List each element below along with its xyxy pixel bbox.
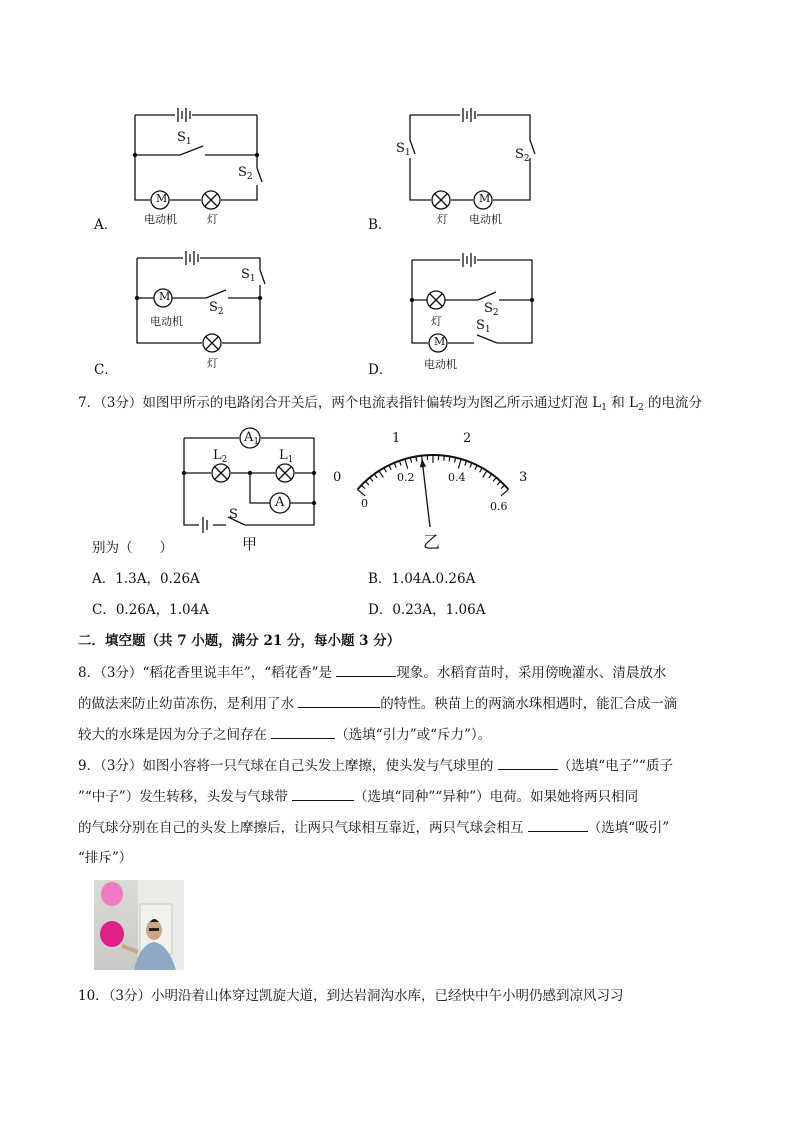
question-9-line-2: ”“中子”）发生转移，头发与气球带 （选填“同种”“异种”）电荷。如果她将两只相同 — [78, 786, 638, 807]
dial-outer-tick-3: 3 — [519, 470, 528, 485]
motor-label: 电动机 — [150, 315, 183, 328]
motor-symbol: M — [159, 290, 171, 303]
motor-symbol: M — [434, 335, 446, 348]
lamp-l2-label: $L_2$ — [213, 448, 228, 465]
answer-blank[interactable] — [498, 755, 558, 770]
dial-inner-tick-3: 0.6 — [490, 500, 508, 513]
switch-s2-label: $S_2$ — [238, 165, 253, 182]
switch-s-label: S — [229, 507, 238, 522]
lamp-label: 灯 — [207, 213, 218, 226]
dial-tick — [497, 481, 500, 485]
dial-tick — [394, 463, 396, 468]
dial-tick — [501, 485, 505, 488]
dial-outer-tick-0: 0 — [333, 470, 342, 485]
switch-s1-label: $S_1$ — [177, 130, 192, 147]
motor-label: 电动机 — [469, 213, 502, 226]
dial-arc — [358, 455, 509, 489]
dial-tick — [489, 474, 492, 478]
answer-blank[interactable] — [336, 662, 396, 677]
question-9-line-4: “排斥”） — [78, 850, 133, 866]
switch-s2-label: $S_2$ — [209, 300, 224, 317]
section-title: 二．填空题（共 7 小题，满分 21 分，每小题 3 分） — [78, 633, 401, 649]
dial-tick — [384, 468, 386, 472]
ammeter-a1-symbol: $A_1$ — [244, 430, 260, 447]
question-7-option-a[interactable]: A．1.3A，0.26A — [92, 571, 200, 587]
switch-s2-label: $S_2$ — [484, 301, 499, 318]
dial-inner-tick-0: 0 — [361, 497, 368, 510]
dial-tick — [483, 471, 487, 478]
option-label: A． — [94, 217, 118, 233]
dial-inner-tick-2: 0.4 — [448, 471, 466, 484]
question-9-line-1: 9．（3分）如图小容将一只气球在自己头发上摩擦，使头发与气球里的 （选填“电子”“质子 — [78, 755, 673, 776]
dial-tick — [449, 456, 450, 461]
dial-tick — [374, 474, 377, 478]
dial-tick — [365, 481, 368, 485]
figure-jia-caption: 甲 — [242, 535, 258, 553]
dial-outer-tick-1: 1 — [392, 431, 401, 446]
lamp-label: 灯 — [431, 315, 442, 328]
option-label: C． — [94, 362, 118, 378]
answer-blank[interactable] — [528, 817, 588, 832]
lamp-label: 灯 — [207, 357, 218, 370]
answer-blank[interactable] — [271, 724, 335, 739]
answer-blank[interactable] — [292, 786, 354, 801]
dial-tick — [416, 456, 417, 461]
dial-tick — [405, 459, 408, 469]
dial-tick — [422, 456, 423, 461]
motor-label: 电动机 — [424, 358, 457, 371]
question-10-line-1: 10．（3分）小明沿着山体穿过凯旋大道，到达岩洞沟水库，已经快中午小明仍感到凉风习习 — [78, 988, 624, 1004]
switch-s2-label: $S_2$ — [515, 147, 530, 164]
dial-tick — [493, 478, 496, 482]
dial-needle — [422, 459, 430, 527]
question-7-stem: 7．（3分）如图甲所示的电路闭合开关后，两个电流表指针偏转均为图乙所示通过灯泡 $L_1$ 和 $L_2$ 的电流分 — [78, 395, 703, 413]
question-7-option-d[interactable]: D．0.23A，1.06A — [368, 602, 486, 618]
question-8-line-2: 的做法来防止幼苗冻伤，是利用了水 的特性。秧苗上的两滴水珠相遇时，能汇合成一滴 — [78, 693, 677, 714]
motor-label: 电动机 — [144, 213, 177, 226]
dial-tick — [475, 465, 477, 469]
lamp-l1-label: $L_1$ — [279, 448, 294, 465]
dial-tick — [370, 478, 373, 482]
question-8-line-1: 8．（3分）“稻花香里说丰年”，“稻花香”是 现象。水稻育苗时，采用傍晚灌水、清晨放水 — [78, 662, 666, 683]
dial-tick — [389, 465, 391, 469]
dial-tick — [361, 485, 365, 488]
question-8-line-3: 较大的水珠是因为分子之间存在 （选填“引力”或“斥力”）。 — [78, 724, 491, 745]
motor-symbol: M — [156, 192, 168, 205]
dial-tick — [444, 456, 445, 461]
dial-tick — [399, 461, 401, 466]
dial-tick — [379, 471, 383, 478]
question-9-line-3: 的气球分别在自己的头发上摩擦后，让两只气球相互靠近，两只气球会相互 （选填“吸引” — [78, 817, 669, 838]
dial-tick — [465, 461, 467, 466]
question-7-option-b[interactable]: B．1.04A.0.26A — [368, 571, 476, 587]
figure-yi-caption: 乙 — [423, 533, 440, 553]
dial-needle-tip — [420, 459, 426, 468]
dial-outer-tick-2: 2 — [463, 431, 472, 446]
ammeter-a-symbol: A — [275, 495, 285, 510]
switch-s1-label: $S_1$ — [396, 141, 411, 158]
dial-tick — [480, 468, 482, 472]
option-label: D． — [368, 362, 393, 378]
question-7-stem-end: 别为（ ） — [92, 540, 173, 556]
option-label: B． — [368, 217, 392, 233]
question-7-option-c[interactable]: C．0.26A，1.04A — [92, 602, 209, 618]
switch-s1-label: $S_1$ — [241, 267, 256, 284]
lamp-label: 灯 — [437, 213, 448, 226]
dial-tick — [454, 458, 455, 463]
dial-tick — [410, 458, 411, 463]
dial-inner-tick-1: 0.2 — [397, 471, 415, 484]
dial-tick — [458, 459, 461, 469]
balloon-photo — [94, 880, 184, 970]
answer-blank[interactable] — [298, 693, 380, 708]
dial-tick — [358, 489, 366, 496]
motor-symbol: M — [479, 192, 491, 205]
switch-s1-label: $S_1$ — [476, 318, 491, 335]
dial-tick — [470, 463, 472, 468]
dial-tick — [501, 489, 509, 496]
